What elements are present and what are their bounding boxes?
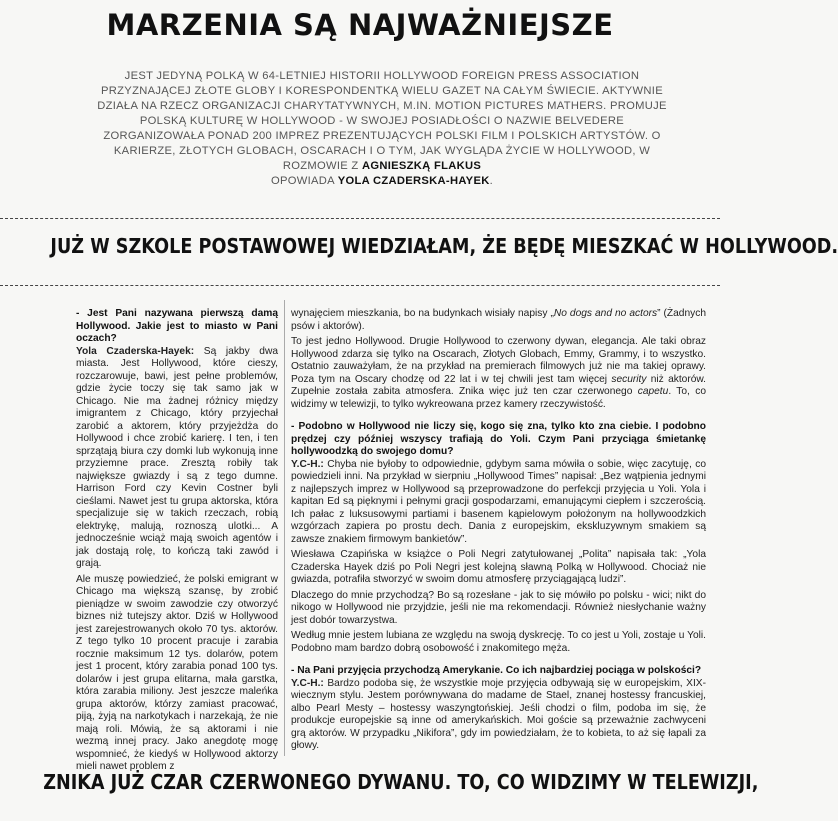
interviewer-name: AGNIESZKĄ FLAKUS bbox=[361, 160, 482, 172]
text-span: ” (Żadnych psów i aktorów). bbox=[291, 308, 706, 332]
answer-2-cont: Wiesława Czapińska w książce o Poli Negri zatytułowanej „Polita” napisała tak: „Yola Czaderska Hayek dziś po Poli Negri jest kolejną sławną Polką w Hollywood. Chociaż nie gwiazda, potrafiła stworzyć w swoim domu atmosferę przyciągającą ludzi”. bbox=[291, 549, 706, 585]
article-lead bbox=[92, 69, 672, 189]
lead-text-mid: OPOWIADA bbox=[270, 175, 338, 187]
interviewee-name: YOLA CZADERSKA-HAYEK bbox=[337, 175, 490, 187]
speaker-label: Yola Czaderska-Hayek: bbox=[76, 345, 195, 357]
pull-quote-headline: JUŻ W SZKOLE POSTAWOWEJ WIEDZIAŁAM, ŻE BĘDĘ MIESZKAĆ W HOLLYWOOD. bbox=[50, 234, 838, 258]
left-column bbox=[76, 308, 278, 777]
answer-1-end bbox=[291, 308, 706, 333]
italic-quote: No dogs and no actors bbox=[553, 308, 658, 319]
italic-word: security bbox=[611, 373, 647, 385]
answer-3 bbox=[291, 678, 706, 753]
divider-bottom bbox=[0, 285, 720, 286]
text-span: wynajęciem mieszkania, bo na budynkach wisiały napisy „ bbox=[291, 308, 554, 319]
lead-text-end: . bbox=[489, 175, 494, 187]
italic-word: capetu bbox=[637, 386, 669, 397]
question-2: - Podobno w Hollywood nie liczy się, kogo się zna, tylko kto zna ciebie. I podobno prędzej czy później wszyscy trafiają do Yoli. Czym Pani przyciąga śmietankę hollywoodzką do swojego domu? bbox=[291, 421, 706, 457]
answer-2-cont3: Według mnie jestem lubiana ze względu na swoją dyskrecję. To co jest u Yoli, zostaje u Yoli. Podobno mam bardzo dobrą osobowość i znakomitego męża. bbox=[291, 630, 706, 654]
answer-3-text: Bardzo podoba się, że wszystkie moje przyjęcia odbywają się w europejskim, XIX-wiecznym stylu. Jestem porównywana do madame de Stael, znanej hostessy francuskiej, albo Pearl Mesty – hostessy waszyngtońskiej. Jeśli chodzi o film, podoba im się, że produkcje europejskie są inne od amerykańskich. Moi goście są przeważnie zachwyceni grą aktorów. W przypadku „Nikifora”, gdy im powiedziałam, że to kobieta, to aż się łapali za głowy. bbox=[291, 677, 706, 751]
question-1: - Jest Pani nazywana pierwszą damą Hollywood. Jakie jest to miasto w Pani oczach? bbox=[76, 308, 278, 344]
answer-1-text: Są jakby dwa miasta. Jest Hollywood, które cieszy, rozczarowuje, bawi, jest pełne problemów, gdzie życie toczy się tak samo jak w Chicago. Nie ma żadnej różnicy między imigrantem z Chicago, który przyjechał zarobić a aktorem, który przyjeżdża do Hollywood i chce zrobić karierę. I ten, i ten sprzątają biura czy domki lub wykonują inne przyziemne prace. Zresztą robiły tak największe gwiazdy i są z tego dumne. Harrison Ford czy Kevin Costner byli cieślami. Nawet jest tu grupa aktorska, która specjalizuje się w takich rzeczach, robią elektrykę, malują, roznoszą ulotki... A jednocześnie wciąż mają swoich agentów i jak dostają rolę, to kończą taki zawód i grają. bbox=[76, 345, 278, 569]
pull-quote-footer: ZNIKA JUŻ CZAR CZERWONEGO DYWANU. TO, CO WIDZIMY W TELEWIZJI, bbox=[43, 770, 759, 794]
answer-1-cont: Ale muszę powiedzieć, że polski emigrant w Chicago ma większą szansę, by zrobić pieniądze w swoim zawodzie czy otworzyć biznes niż tutejszy aktor. Dziś w Hollywood jest zarejestrowanych około 70 tys. aktorów. Z tego tylko 10 procent pracuje i zarabia rocznie maksimum 12 tys. dolarów, potem jest 1 procent, który zarabia ponad 100 tys. dolarów i jest grupa elitarna, mała garstka, która zarabia miliony. Jest jeszcze maleńka grupa aktorów, którzy zamiast pracować, piją, żyją na narkotykach i narzekają, że nie mają roli. Mówią, że są aktorami i nie wezmą innej pracy. Jako anegdotę mogę wspomnieć, że kiedyś w Hollywood aktorzy mieli nawet problem z bbox=[76, 573, 278, 772]
right-column bbox=[291, 308, 706, 756]
column-separator bbox=[284, 300, 285, 756]
answer-1 bbox=[76, 346, 278, 571]
text-span: niż aktorów. Zupełnie została zabita atmosfera. Znika więc już ten czar czerwonego bbox=[291, 373, 707, 397]
paragraph-two-hollywoods bbox=[291, 336, 706, 411]
speaker-label: Y.C-H.: bbox=[291, 677, 324, 689]
divider-top bbox=[0, 218, 720, 219]
text-span: To jest jedno Hollywood. Drugie Hollywood to czerwony dywan, elegancja. Ale taki obraz Hollywood zdarza się tylko na Oscarach, Złotych Globach, Emmy, Grammy, i to wszystko. Ostatnio zauważyłam, że na przykład na premierach filmowych już nie ma takiej oprawy. Poza tym na Oscary chodzę od 22 lat i w tej chwili jest tam więcej bbox=[291, 336, 706, 385]
answer-2-cont2: Dlaczego do mnie przychodzą? Bo są rozesłane - jak to się mówiło po polsku - wici; nikt do nikogo w Hollywood nie przyjdzie, jeśli nie ma rekomendacji. Również niesłychanie ważny jest dobór towarzystwa. bbox=[291, 589, 706, 626]
text-span: . To, co widzimy w telewizji, to tylko wykreowana przez kamery rzeczywistość. bbox=[291, 386, 706, 410]
article-title: MARZENIA SĄ NAJWAŻNIEJSZE bbox=[106, 8, 614, 42]
question-3: - Na Pani przyjęcia przychodzą Amerykanie. Co ich najbardziej pociąga w polskości? bbox=[291, 665, 702, 676]
answer-2-text: Chyba nie byłoby to odpowiednie, gdybym sama mówiła o sobie, więc zacytuję, co powiedzieli inni. Na przykład w sierpniu „Hollywood Times” napisał: „Bez wątpienia jednymi z najlepszych imprez w Hollywood są przeprowadzone do perfekcji przyjęcia u Yoli. Yola i kapitan Ed są pięknymi i pełnymi gracji gospodarzami, emanującymi ciepłem i szczerością. Ich pałac z luksusowymi partiami i basenem kąpielowym położonym na hollywoodzkich wzgórzach zapiera po prostu dech. Dania z europejskim, ekskluzywnym smakiem są zawsze znakiem firmowym bankietów”. bbox=[291, 458, 706, 545]
lead-text: JEST JEDYNĄ POLKĄ W 64-LETNIEJ HISTORII HOLLYWOOD FOREIGN PRESS ASSOCIATION PRZYZNAJĄCEJ ZŁOTE GLOBY I KORESPONDENTKĄ WIELU GAZET NA CAŁYM ŚWIECIE. AKTYWNIE DZIAŁA NA RZECZ ORGANIZACJI CHARYTATYWNYCH, M.IN. MOTION PICTURES MATHERS. PROMUJE POLSKĄ KULTURĘ W HOLLYWOOD - W SWOJEJ POSIADŁOŚCI O NAZWIE BELVEDERE ZORGANIZOWAŁA PONAD 200 IMPREZ PREZENTUJĄCYCH POLSKI FILM I POLSKICH ARTYSTÓW. O KARIERZE, ZŁOTYCH GLOBACH, OSCARACH I O TYM, JAK WYGLĄDA ŻYCIE W HOLLYWOOD, W ROZMOWIE Z bbox=[97, 70, 667, 172]
speaker-label: Y.C-H.: bbox=[291, 458, 324, 470]
answer-2 bbox=[291, 459, 706, 547]
